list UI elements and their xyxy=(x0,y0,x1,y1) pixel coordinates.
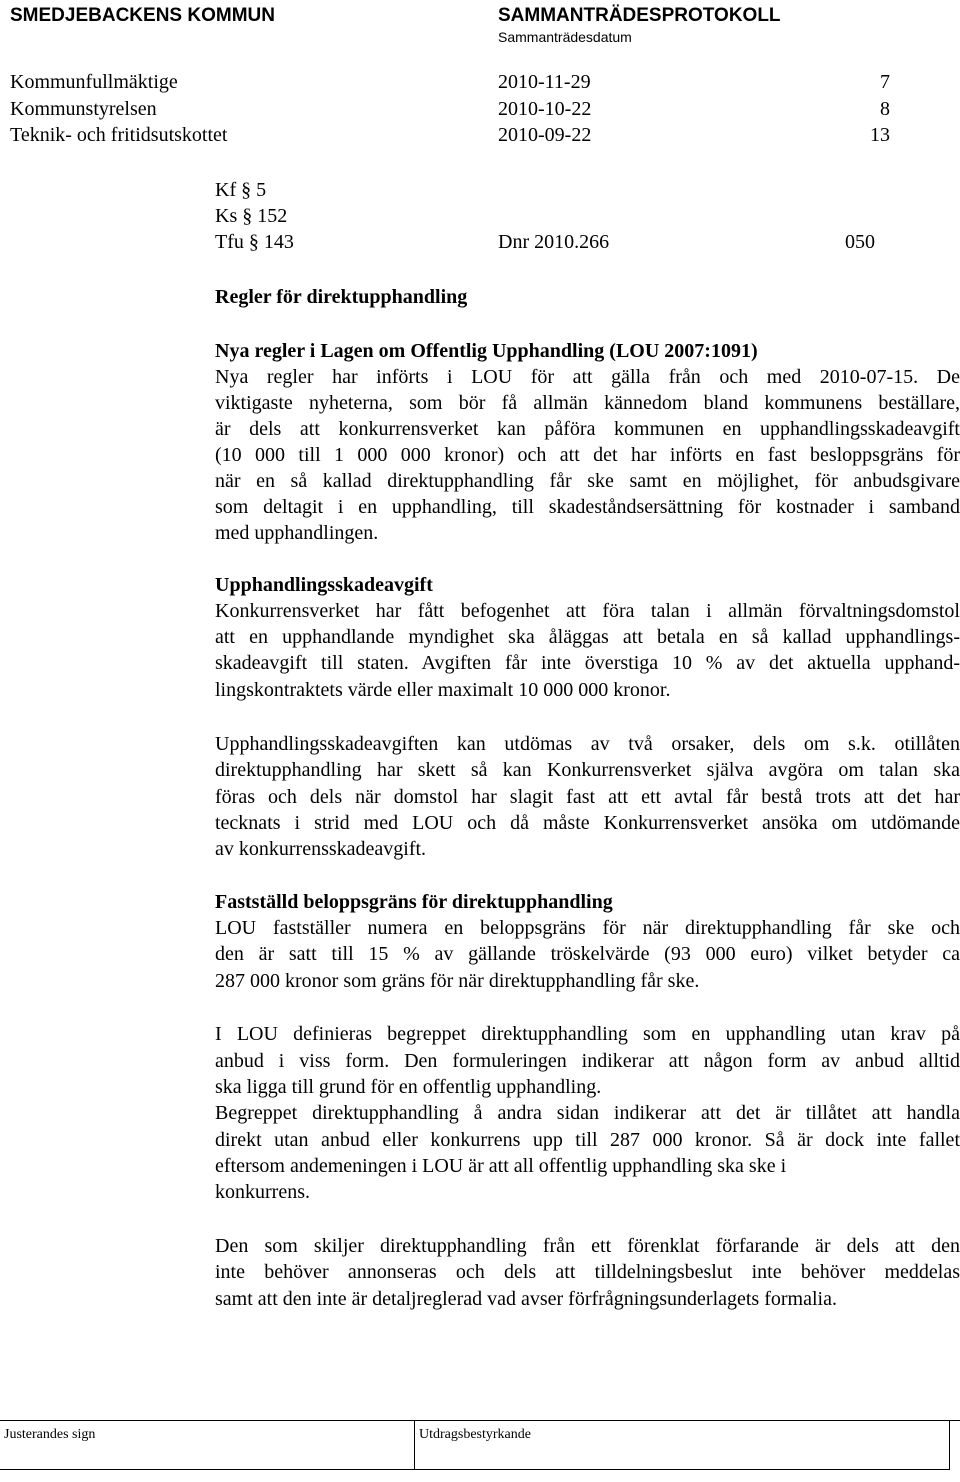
meeting-row xyxy=(10,69,910,95)
limit-line: direkt utan anbud eller konkurrens upp till 287 000 kronor. Så är dock inte fallet xyxy=(215,1129,960,1151)
meeting-date: 2010-11-29 xyxy=(498,71,591,93)
fee-heading: Upphandlingsskadeavgift xyxy=(215,574,433,596)
archive-code: 050 xyxy=(845,231,875,253)
limit-line: anbud i viss form. Den formuleringen indikerar att någon form av anbud alltid xyxy=(215,1050,960,1072)
limit-line: 287 000 kronor som gräns för när direktupphandling får ske. xyxy=(215,970,700,992)
diary-number: Dnr 2010.266 xyxy=(498,231,610,253)
limit-heading: Fastställd beloppsgräns för direktupphandling xyxy=(215,891,613,913)
fee-line: skadeavgift till staten. Avgiften får inte överstiga 10 % av det aktuella upphand- xyxy=(215,652,960,674)
fee-line: att en upphandlande myndighet ska åläggas att betala en så kallad upphandlings- xyxy=(215,626,960,648)
intro-line: när en så kallad direktupphandling får ske samt en möjlighet, för anbudsgivare xyxy=(215,470,960,492)
intro-line: som deltagit i en upphandling, till skadeståndsersättning för kostnader i samband xyxy=(215,496,960,518)
meeting-date: 2010-09-22 xyxy=(498,124,592,146)
intro-line: Nya regler har införts i LOU för att gälla från och med 2010-07-15. De xyxy=(215,366,960,388)
meeting-page: 7 xyxy=(880,71,890,93)
certification-label: Utdragsbestyrkande xyxy=(419,1427,531,1442)
section-label: Tfu § 143 xyxy=(215,231,294,253)
section-label: Ks § 152 xyxy=(215,205,288,227)
document-title: Regler för direktupphandling xyxy=(215,286,468,308)
signature-box xyxy=(0,1421,415,1470)
fee-line: lingskontraktets värde eller maximalt 10 000 000 kronor. xyxy=(215,679,671,701)
limit-line: konkurrens. xyxy=(215,1181,310,1203)
limit-line: I LOU definieras begreppet direktupphandling som en upphandling utan krav på xyxy=(215,1023,960,1045)
section-ref xyxy=(215,177,915,203)
intro-line: (10 000 till 1 000 000 kronor) och att det har införts en fast besloppsgräns för xyxy=(215,444,960,466)
limit-line: Den som skiljer direktupphandling från ett förenklat förfarande är dels att den xyxy=(215,1235,960,1257)
document-type: SAMMANTRÄDESPROTOKOLL xyxy=(498,5,781,26)
intro-line: med upphandlingen. xyxy=(215,522,379,544)
fee-line: föras och dels när domstol har slagit fast att ett avtal får bestå trots att det har xyxy=(215,786,960,808)
meeting-date-label: Sammanträdesdatum xyxy=(498,29,632,45)
meeting-row xyxy=(10,96,910,122)
meeting-date: 2010-10-22 xyxy=(498,98,592,120)
fee-line: av konkurrensskadeavgift. xyxy=(215,838,427,860)
meeting-body: Kommunfullmäktige xyxy=(10,71,178,93)
meeting-body: Teknik- och fritidsutskottet xyxy=(10,124,228,146)
section-label: Kf § 5 xyxy=(215,179,267,201)
fee-line: direktupphandling har skett så kan Konkurrensverket själva avgöra om talan ska xyxy=(215,759,960,781)
intro-heading: Nya regler i Lagen om Offentlig Upphandling (LOU 2007:1091) xyxy=(215,340,758,362)
signature-label: Justerandes sign xyxy=(4,1427,96,1442)
limit-line: Begreppet direktupphandling å andra sidan indikerar att det är tillåtet att handla xyxy=(215,1102,960,1124)
limit-line: samt att den inte är detaljreglerad vad avser förfrågningsunderlagets formalia. xyxy=(215,1288,837,1310)
limit-line: den är satt till 15 % av gällande tröskelvärde (93 000 euro) vilket betyder ca xyxy=(215,943,960,965)
limit-line: LOU fastställer numera en beloppsgräns för när direktupphandling får ske och xyxy=(215,917,960,939)
meeting-page: 13 xyxy=(870,124,890,146)
fee-line: Konkurrensverket har fått befogenhet att föra talan i allmän förvaltningsdomstol xyxy=(215,600,960,622)
meeting-page: 8 xyxy=(880,98,890,120)
fee-line: Upphandlingsskadeavgiften kan utdömas av två orsaker, dels om s.k. otillåten xyxy=(215,733,960,755)
meeting-body: Kommunstyrelsen xyxy=(10,98,157,120)
certification-box xyxy=(415,1421,950,1470)
limit-line: eftersom andemeningen i LOU är att all offentlig upphandling ska ske i xyxy=(215,1155,787,1177)
meeting-row xyxy=(10,122,910,148)
intro-line: viktigaste nyheterna, som bör få allmän kännedom bland kommunens beställare, xyxy=(215,392,960,414)
municipality-name: SMEDJEBACKENS KOMMUN xyxy=(10,5,275,26)
fee-line: tecknats i strid med LOU och då måste Konkurrensverket ansöka om utdömande xyxy=(215,812,960,834)
intro-line: är dels att konkurrensverket kan påföra kommunen en upphandlingsskadeavgift xyxy=(215,418,960,440)
limit-line: inte behöver annonseras och dels att tilldelningsbeslut inte behöver meddelas xyxy=(215,1261,960,1283)
section-ref xyxy=(215,229,915,255)
limit-line: ska ligga till grund för en offentlig upphandling. xyxy=(215,1076,602,1098)
section-ref xyxy=(215,203,915,229)
